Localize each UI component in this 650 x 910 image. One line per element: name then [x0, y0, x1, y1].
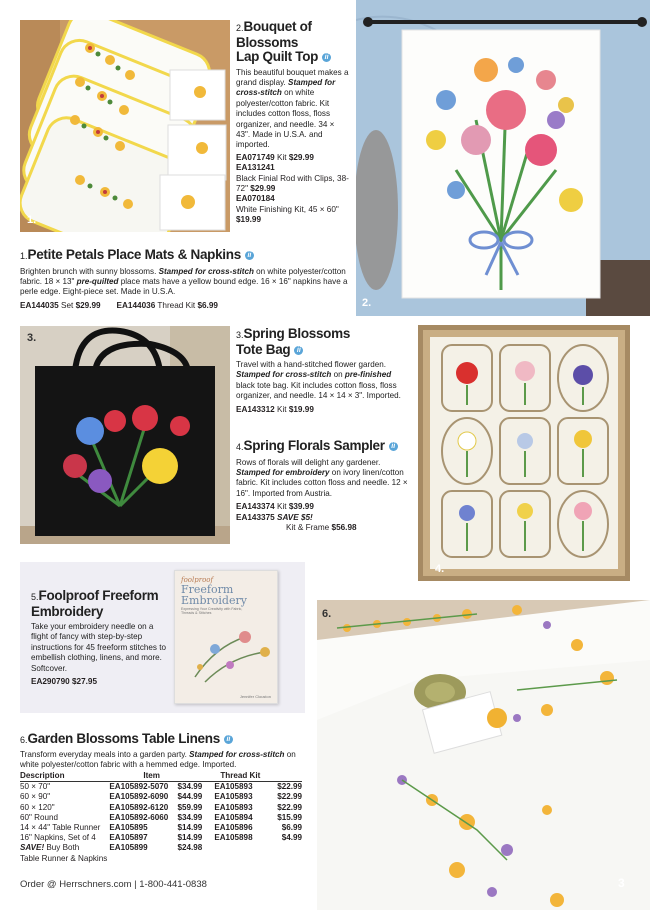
sampler-illustration	[418, 325, 630, 581]
row-item: EA105892-6120	[109, 802, 169, 812]
save-description-2: Table Runner & Napkins	[20, 853, 108, 863]
row-description: 14 × 44" Table Runner	[20, 823, 101, 833]
product-1-title: 1.Petite Petals Place Mats & Napkins ii	[20, 248, 352, 264]
product-3-skus: EA143312 Kit $19.99	[236, 404, 314, 414]
book-embroidery-art	[175, 617, 278, 687]
row-thread-kit: EA105893	[214, 782, 253, 792]
photo-number-6: 6.	[322, 608, 332, 620]
photo-number-2: 2.	[362, 297, 372, 309]
product-4-title: 4.Spring Florals Sampler ii	[236, 439, 412, 455]
product-4-info	[236, 439, 412, 533]
row-thread-kit-price: $22.99	[277, 802, 302, 812]
product-3-info	[236, 327, 412, 415]
row-thread-kit-price: $6.99	[281, 823, 302, 833]
row-item: EA105892-5070	[109, 782, 169, 792]
row-thread-kit: EA105893	[214, 802, 253, 812]
order-footer: Order @ Herrschners.com | 1-800-441-0838	[20, 879, 207, 890]
photo-number-3: 3.	[27, 332, 37, 344]
row-price: $44.99	[177, 792, 203, 802]
tote-bag-photo	[20, 326, 230, 544]
product-1-skus: EA144035 Set $29.99 EA144036 Thread Kit $6.99	[20, 300, 218, 310]
table-linens-photo	[317, 600, 650, 910]
row-thread-kit: EA105894	[214, 812, 253, 822]
table-row-save	[20, 843, 302, 853]
sampler-photo	[418, 325, 630, 581]
row-description: 16" Napkins, Set of 4	[20, 833, 96, 843]
row-thread-kit-price: $15.99	[277, 812, 302, 822]
product-5-title: 5.Foolproof Freeform Embroidery	[31, 588, 159, 619]
row-description: 60 × 90"	[20, 792, 51, 802]
photo-number-1: 1.	[27, 214, 37, 226]
product-4-description: Rows of florals will delight any gardener. Stamped for embroidery on ivory linen/cotton fabric. Kit includes cotton floss and needle. 12 × 16". Imported from Austria.	[236, 457, 408, 498]
save-label: SAVE!	[20, 843, 45, 853]
row-item: EA105892-6060	[109, 812, 169, 822]
product-2-info	[236, 20, 350, 226]
row-description: 50 × 70"	[20, 782, 51, 792]
table-linens-illustration	[317, 600, 650, 910]
photo-number-4: 4.	[435, 563, 445, 575]
tote-bag-illustration	[20, 326, 230, 544]
book-title-line2: Embroidery	[181, 594, 247, 607]
row-item: EA105892-6090	[109, 792, 169, 802]
row-thread-kit-price: $22.99	[277, 782, 302, 792]
product-3-title: 3.Spring Blossoms Tote Bag ii	[236, 326, 351, 357]
hint-icon: ii	[245, 251, 254, 260]
product-2-description: This beautiful bouquet makes a grand display. Stamped for cross-stitch on white polyester/cotton fabric. Kit includes cotton floss, floss organizer, and needle. 34 × 43". Made in U.S.A. and imported.	[236, 67, 349, 150]
hint-icon: ii	[224, 735, 233, 744]
book-author: Jennifer Clouston	[239, 694, 271, 699]
product-5-skus: EA290790 $27.95	[31, 677, 98, 687]
page-number: 3	[618, 876, 625, 890]
product-4-skus: EA143374 Kit $39.99 EA143375 SAVE $5! Kit & Frame $56.98	[236, 502, 357, 532]
save-price: $24.98	[177, 843, 203, 853]
header-item: Item	[100, 771, 168, 782]
save-description: Buy Both	[44, 843, 80, 853]
row-price: $14.99	[177, 823, 203, 833]
lap-quilt-illustration	[356, 0, 650, 316]
product-5-info	[31, 589, 171, 687]
table-row	[20, 813, 302, 823]
row-price: $59.99	[177, 802, 203, 812]
hint-icon: ii	[322, 53, 331, 62]
lap-quilt-photo	[356, 0, 650, 316]
row-thread-kit: EA105896	[214, 823, 253, 833]
book-title-line1: Freeform	[181, 583, 234, 596]
table-row	[20, 833, 302, 843]
header-thread-kit: Thread Kit	[202, 771, 302, 782]
row-thread-kit-price: $22.99	[277, 792, 302, 802]
row-price: $34.99	[177, 812, 203, 822]
book-subtitle: Expressing Your Creativity with Fabric, Threads & Stitches	[181, 607, 243, 616]
row-thread-kit: EA105898	[214, 833, 253, 843]
product-6-title: 6.Garden Blossoms Table Linens ii	[20, 732, 304, 748]
hint-icon: ii	[294, 346, 303, 355]
product-6-info	[20, 732, 304, 770]
table-row	[20, 803, 302, 813]
product-2-skus: EA071749 Kit $29.99 EA131241 Black Finial Rod with Clips, 38-72" $29.99 EA070184 White Finishing Kit, 45 × 60" $19.99	[236, 152, 349, 225]
book-tag: foolproof	[181, 576, 214, 584]
product-2-title: 2.Bouquet of Blossoms Lap Quilt Top ii	[236, 20, 350, 65]
save-item: EA105899	[109, 843, 148, 853]
product-1-description: Brighten brunch with sunny blossoms. Stamped for cross-stitch on white polyester/cotton fabric. 18 × 13" pre-quilted place mats have a yellow bound edge. 16 × 16" napkins have a perle edge. Eight-piece set. Made in U.S.A.	[20, 266, 348, 297]
row-description: 60 × 120"	[20, 802, 55, 812]
product-6-description: Transform everyday meals into a garden party. Stamped for cross-stitch on white polyester/cotton fabric with a hemmed edge. Imported.	[20, 749, 296, 769]
book-cover	[174, 570, 278, 704]
row-item: EA105895	[109, 823, 148, 833]
table-row	[20, 792, 302, 802]
row-thread-kit-price: $4.99	[281, 833, 302, 843]
place-mats-illustration	[20, 20, 230, 232]
hint-icon: ii	[389, 442, 398, 451]
table-header-row	[20, 771, 302, 782]
row-item: EA105897	[109, 833, 148, 843]
product-3-description: Travel with a hand-stitched flower garden. Stamped for cross-stitch on pre-finished black tote bag. Kit includes cotton floss, floss organizer, and needle. 14 × 14 × 3". Imported.	[236, 360, 401, 401]
header-description: Description	[20, 771, 100, 782]
product-5-description: Take your embroidery needle on a flight of fancy with step-by-step instructions for 45 freeform stitches to embellish clothing, linens, and more. Softcover.	[31, 622, 166, 673]
table-row	[20, 823, 302, 833]
linens-price-table	[20, 771, 302, 864]
row-description: 60" Round	[20, 812, 58, 822]
row-price: $34.99	[177, 782, 203, 792]
product-1-info	[20, 248, 352, 311]
table-body	[20, 782, 302, 844]
place-mats-photo	[20, 20, 230, 232]
table-row	[20, 782, 302, 793]
row-price: $14.99	[177, 833, 203, 843]
table-row-save-desc	[20, 854, 302, 864]
row-thread-kit: EA105893	[214, 792, 253, 802]
